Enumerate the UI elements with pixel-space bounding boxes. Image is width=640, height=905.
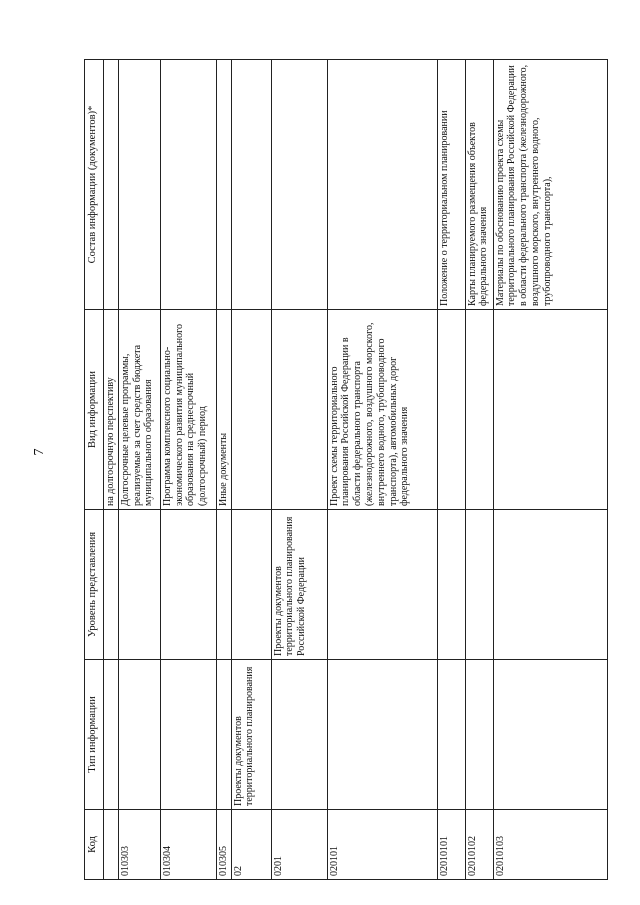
cell-info-type: [465, 660, 493, 810]
cell-code: 010303: [118, 810, 160, 880]
cell-code: 0201: [271, 810, 327, 880]
cell-code: [104, 810, 119, 880]
table-row: [231, 60, 271, 880]
cell-code: 020101: [327, 810, 437, 880]
table-row: [437, 60, 465, 880]
table-row: [160, 60, 216, 880]
cell-info-kind: Иные документы: [216, 310, 231, 510]
cell-info-type: [216, 660, 231, 810]
cell-info-kind: [437, 310, 465, 510]
cell-code: 02010101: [437, 810, 465, 880]
rotated-table-container: [84, 60, 608, 880]
cell-info-kind: Проект схемы территориального планирования Российской Федерации в области федерального транспорта (железнодорожного, воздушного морского, внутреннего водного, трубопроводного транспорта), автомобильных дорог федерального значения: [327, 310, 437, 510]
cell-level: [437, 510, 465, 660]
cell-level: [216, 510, 231, 660]
cell-info-kind: [271, 310, 327, 510]
table-row: [271, 60, 327, 880]
header-info-type: Тип информации: [85, 660, 104, 810]
cell-composition: [231, 60, 271, 310]
cell-info-kind: Долгосрочные целевые программы, реализуемые за счет средств бюджета муниципального образования: [118, 310, 160, 510]
table-row: [327, 60, 437, 880]
table-row: [118, 60, 160, 880]
cell-info-type: [118, 660, 160, 810]
cell-info-type: [493, 660, 607, 810]
cell-info-type: [160, 660, 216, 810]
cell-level: [118, 510, 160, 660]
cell-info-type: [437, 660, 465, 810]
cell-composition: [327, 60, 437, 310]
cell-code: 010304: [160, 810, 216, 880]
cell-composition: Карты планируемого размещения объектов федерального значения: [465, 60, 493, 310]
cell-composition: [216, 60, 231, 310]
cell-level: [327, 510, 437, 660]
cell-info-kind: [465, 310, 493, 510]
cell-level: Проекты документов территориального планирования Российской Федерации: [271, 510, 327, 660]
table-row: [465, 60, 493, 880]
cell-level: [493, 510, 607, 660]
cell-code: 010305: [216, 810, 231, 880]
table-row: [104, 60, 119, 880]
cell-info-kind: [493, 310, 607, 510]
table-header-row: [85, 60, 104, 880]
cell-info-kind: [231, 310, 271, 510]
cell-level: [465, 510, 493, 660]
cell-composition: [271, 60, 327, 310]
cell-info-type: Проекты документов территориального планирования: [231, 660, 271, 810]
header-composition: Состав информации (документов)*: [85, 60, 104, 310]
page-number: 7: [32, 448, 47, 456]
cell-composition: [118, 60, 160, 310]
cell-composition: [160, 60, 216, 310]
cell-info-kind: на долгосрочную перспективу: [104, 310, 119, 510]
cell-code: 02010102: [465, 810, 493, 880]
information-table: [84, 59, 608, 880]
table-row: [216, 60, 231, 880]
cell-info-type: [104, 660, 119, 810]
cell-code: 02: [231, 810, 271, 880]
cell-info-type: [327, 660, 437, 810]
cell-composition: [104, 60, 119, 310]
cell-code: 02010103: [493, 810, 607, 880]
table-row: [493, 60, 607, 880]
cell-level: [231, 510, 271, 660]
cell-info-type: [271, 660, 327, 810]
cell-composition: Положение о территориальном планировании: [437, 60, 465, 310]
header-code: Код: [85, 810, 104, 880]
cell-composition: Материалы по обоснованию проекта схемы территориального планирования Российской Федерации в области федерального транспорта (железнодорожного, воздушного морского, внутреннего водного, трубопроводного транспорта),: [493, 60, 607, 310]
cell-level: [160, 510, 216, 660]
header-info-kind: Вид информации: [85, 310, 104, 510]
cell-info-kind: Программа комплексного социально-экономического развития муниципального образования на среднесрочный (долгосрочный) период: [160, 310, 216, 510]
cell-level: [104, 510, 119, 660]
header-level: Уровень представления: [85, 510, 104, 660]
